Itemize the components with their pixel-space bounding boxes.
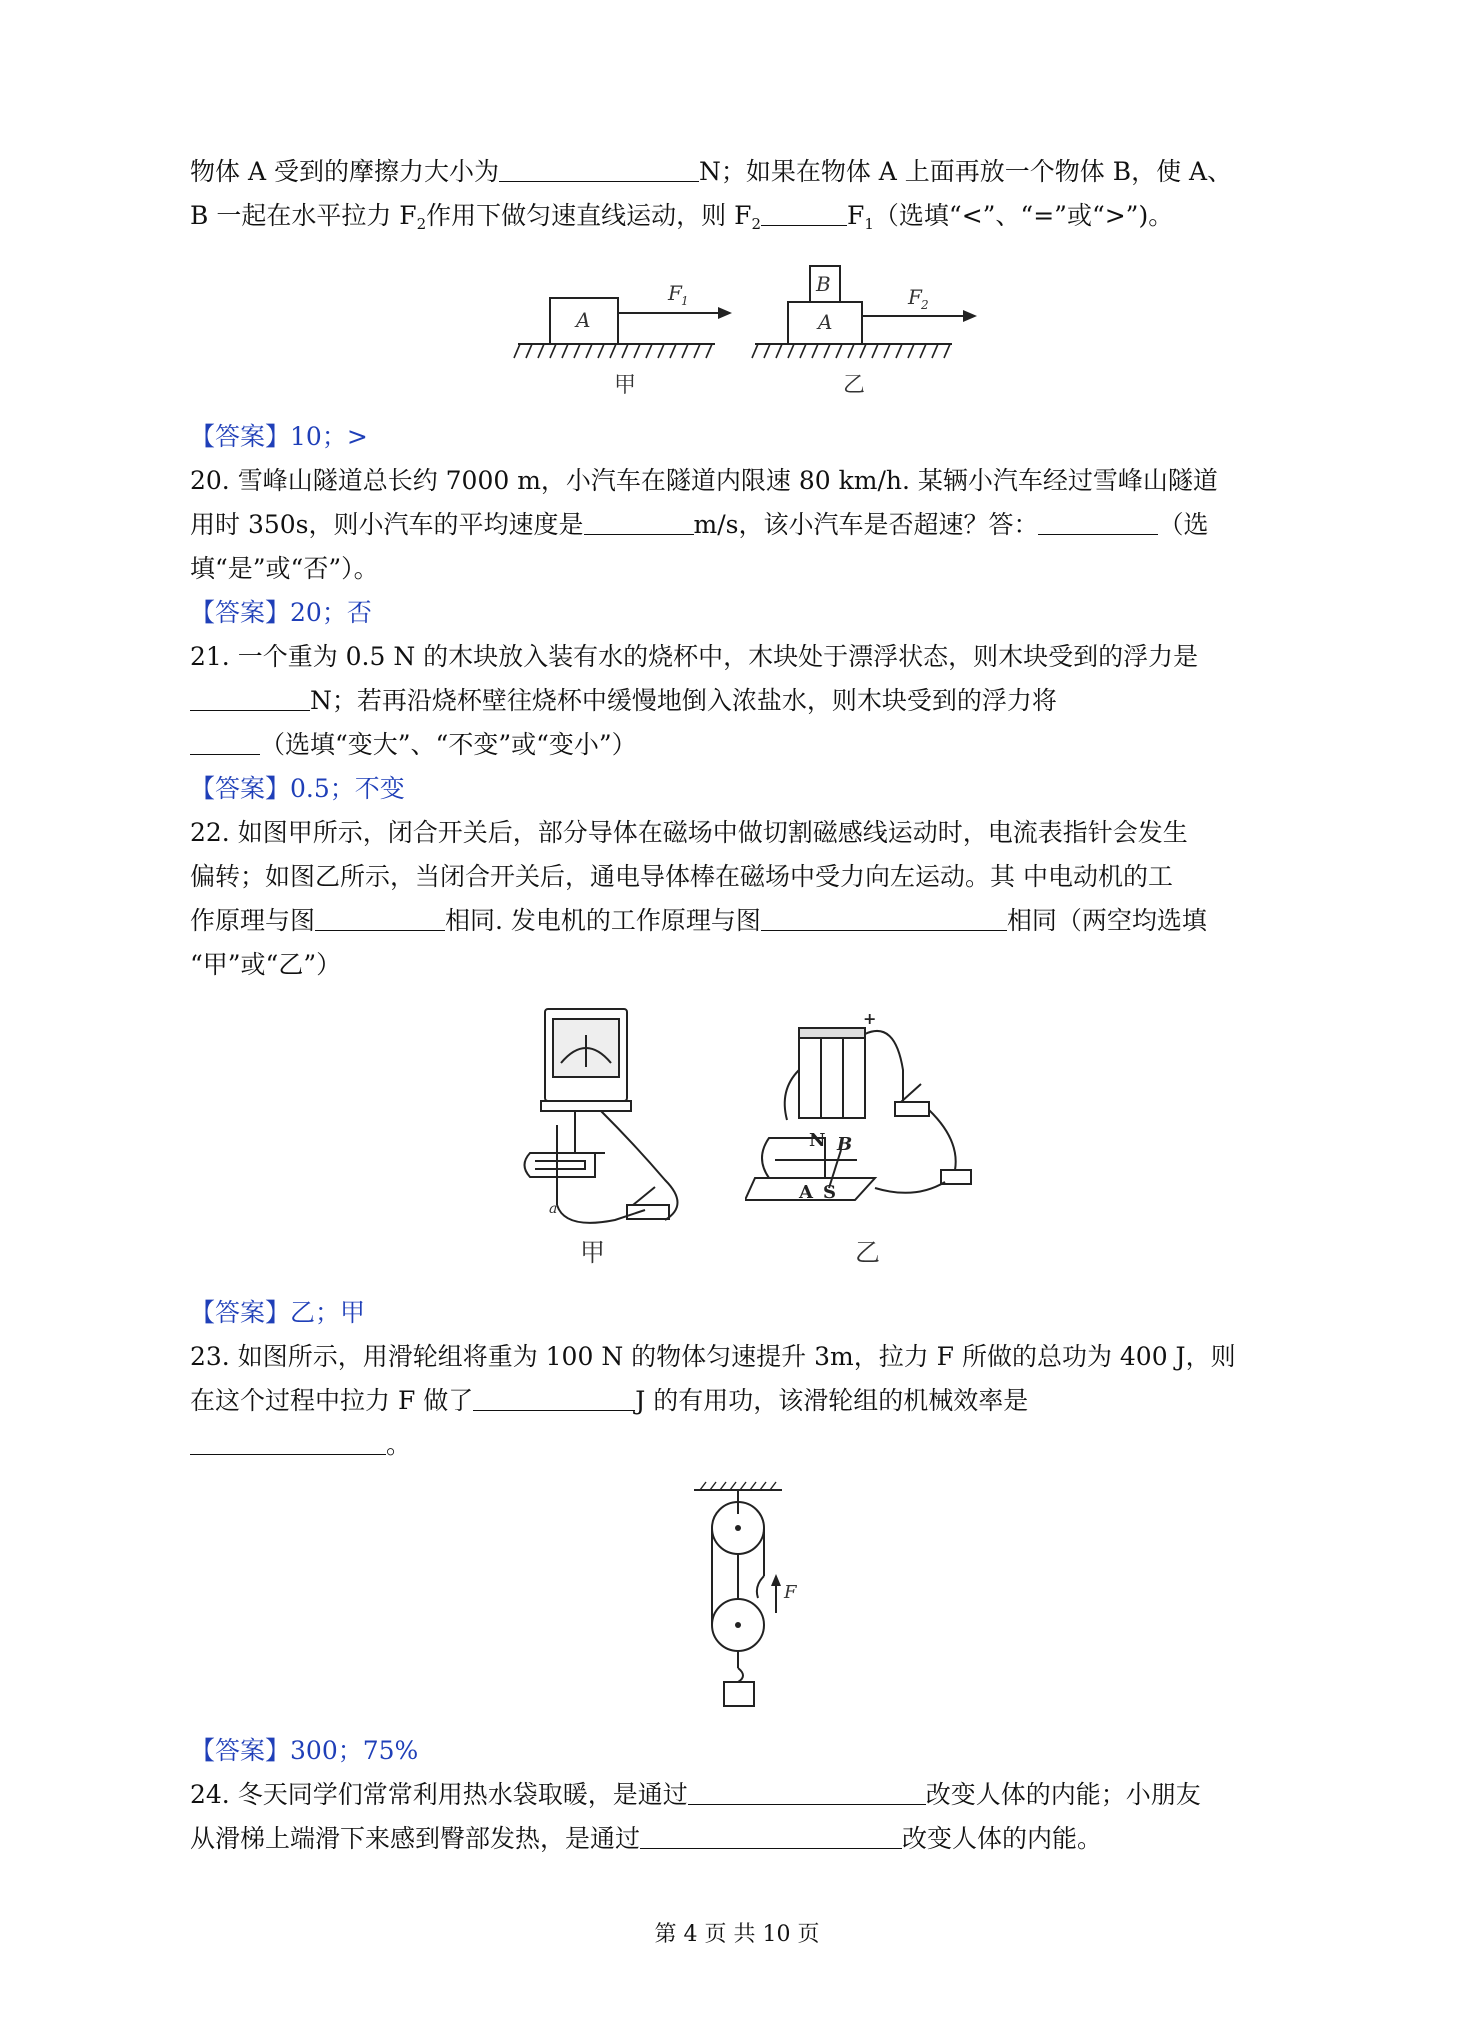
q19-blank-1[interactable] xyxy=(499,155,699,182)
block-a-label: A xyxy=(576,308,591,332)
q24-line-2: 从滑梯上端滑下来感到臀部发热，是通过 改变人体的内能。 xyxy=(190,1824,1103,1853)
q22-line-1: 22. 如图甲所示，闭合开关后，部分导体在磁场中做切割磁感线运动时，电流表指针会发生 xyxy=(190,818,1188,847)
load-block-icon xyxy=(724,1682,754,1706)
q21-line-1: 21. 一个重为 0.5 N 的木块放入装有水的烧杯中，木块处于漂浮状态，则木块受到的浮力是 xyxy=(190,642,1199,671)
figure-label-jia-2: 甲 xyxy=(580,1238,606,1267)
force-f-label: F xyxy=(784,1582,797,1603)
q23-blank-2[interactable] xyxy=(190,1428,386,1455)
figure-label-yi: 乙 xyxy=(843,373,866,398)
q20-line-3: 填“是”或“否”）。 xyxy=(190,554,379,583)
switch-icon xyxy=(627,1205,669,1219)
q20-blank-2[interactable] xyxy=(1038,508,1158,535)
svg-text:1: 1 xyxy=(681,294,689,308)
block-a2-label: A xyxy=(818,310,833,334)
q22-line-4: “甲”或“乙”） xyxy=(190,950,342,979)
force-f2-label: F xyxy=(908,285,922,309)
generator-experiment-figure xyxy=(515,1005,715,1255)
q22-line-2: 偏转；如图乙所示，当闭合开关后，通电导体棒在磁场中受力向左运动。其 中电动机的工 xyxy=(190,862,1173,891)
block-b-label: B xyxy=(816,272,831,296)
battery-icon xyxy=(799,1038,865,1118)
motor-experiment-figure xyxy=(745,1010,975,1225)
q23-line-2: 在这个过程中拉力 F 做了 J 的有用功，该滑轮组的机械效率是 xyxy=(190,1386,1029,1415)
svg-text:N: N xyxy=(809,1130,826,1151)
q23-blank-1[interactable] xyxy=(473,1384,635,1411)
figure-label-yi-2: 乙 xyxy=(855,1238,881,1267)
svg-text:A: A xyxy=(799,1182,813,1203)
svg-text:2: 2 xyxy=(921,298,929,312)
q19-line-1: 物体 A 受到的摩擦力大小为 N；如果在物体 A 上面再放一个物体 B，使 A、 xyxy=(190,157,1233,186)
q21-line-3: （选填“变大”、“不变”或“变小”） xyxy=(190,728,637,762)
svg-text:a: a xyxy=(549,1201,558,1217)
pulley-system-figure xyxy=(690,1478,820,1708)
q22-answer: 【答案】乙；甲 xyxy=(190,1298,366,1327)
q19-answer: 【答案】10；> xyxy=(190,422,368,451)
svg-text:B: B xyxy=(837,1134,853,1155)
q24-blank-1[interactable] xyxy=(688,1778,926,1805)
q24-blank-2[interactable] xyxy=(640,1822,902,1849)
svg-text:S: S xyxy=(823,1182,836,1203)
rheostat-icon xyxy=(941,1170,971,1184)
friction-blocks-figure xyxy=(510,258,990,408)
q23-answer: 【答案】300；75% xyxy=(190,1736,419,1765)
switch-icon-2 xyxy=(895,1102,929,1116)
q23-line-1: 23. 如图所示，用滑轮组将重为 100 N 的物体匀速提升 3m，拉力 F 所做的总功为 400 J，则 xyxy=(190,1342,1236,1371)
force-f1-label: F xyxy=(668,281,682,305)
q22-line-3: 作原理与图 相同. 发电机的工作原理与图 相同（两空均选填 xyxy=(190,906,1207,935)
q21-answer: 【答案】0.5；不变 xyxy=(190,774,405,803)
ground-hatching xyxy=(514,344,950,358)
svg-text:+: + xyxy=(863,1010,877,1028)
q22-blank-2[interactable] xyxy=(761,904,1007,931)
q19-blank-2[interactable] xyxy=(761,199,847,226)
q23-line-3: 。 xyxy=(190,1428,411,1462)
q21-blank-1[interactable] xyxy=(190,684,310,711)
page-footer: 第 4 页 共 10 页 xyxy=(654,1922,820,1947)
q20-line-2: 用时 350s，则小汽车的平均速度是 m/s，该小汽车是否超速？答： （选 xyxy=(190,510,1209,539)
q22-blank-1[interactable] xyxy=(315,904,445,931)
q20-blank-1[interactable] xyxy=(584,508,694,535)
q24-line-1: 24. 冬天同学们常常利用热水袋取暖，是通过 改变人体的内能；小朋友 xyxy=(190,1780,1201,1809)
figure-label-jia: 甲 xyxy=(614,373,637,398)
q21-blank-2[interactable] xyxy=(190,728,260,755)
q19-line-2: B 一起在水平拉力 $F_2$作用下做匀速直线运动，则 $F_2$ $F_1$（选填“<”、“=”或“>”)。 xyxy=(190,201,1174,233)
q20-line-1: 20. 雪峰山隧道总长约 7000 m，小汽车在隧道内限速 80 km/h. 某辆小汽车经过雪峰山隧道 xyxy=(190,466,1218,495)
q21-line-2: N；若再沿烧杯壁往烧杯中缓慢地倒入浓盐水，则木块受到的浮力将 xyxy=(190,684,1057,718)
q20-answer: 【答案】20；否 xyxy=(190,598,372,627)
